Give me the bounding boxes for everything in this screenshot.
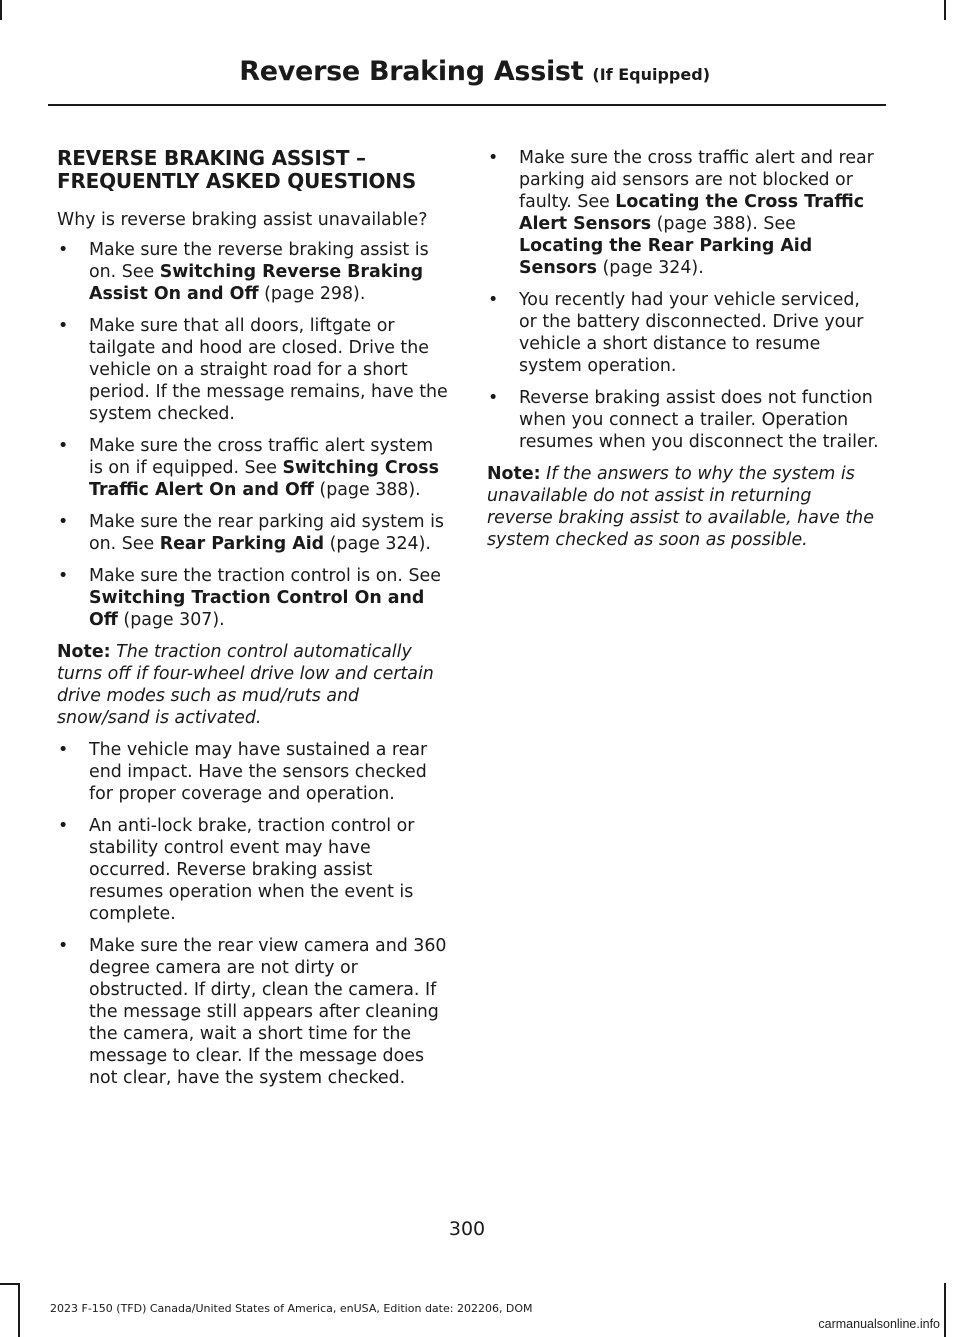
cross-reference-link[interactable]: Locating the Cross Traffic Alert Sensors [519, 192, 865, 234]
note [487, 463, 882, 551]
note-text: The traction control automatically turns off if four-wheel drive low and certain drive modes such as mud/ruts and snow/sand is activated. [57, 642, 434, 728]
note-text: If the answers to why the system is unavailable do not assist in returning reverse braking assist to available, have the system checked as soon as possible. [487, 464, 874, 550]
cross-reference-link[interactable]: Switching Cross Traffic Alert On and Off [89, 458, 439, 500]
page-title-qualifier: (If Equipped) [592, 65, 710, 84]
footer-text: 2023 F-150 (TFD) Canada/United States of America, enUSA, Edition date: 202206, DOM [50, 1302, 533, 1315]
bullet-dot: • [58, 936, 69, 956]
bullet-dot: • [488, 148, 499, 168]
bullet-dot: • [58, 436, 69, 456]
list-item: • Make sure the reverse braking assist is on. See Switching Reverse Braking Assist On and Off (page 298). [58, 240, 429, 304]
cross-reference-link[interactable]: Switching Reverse Braking Assist On and Off [89, 262, 424, 304]
right-column [487, 147, 882, 561]
crop-mark-bottom-left [0, 1283, 20, 1285]
list-item: • The vehicle may have sustained a rear end impact. Have the sensors checked for proper coverage and operation. [58, 740, 428, 804]
note [57, 641, 449, 729]
note-label: Note: [57, 642, 111, 662]
note-label: Note: [487, 464, 541, 484]
bullet-dot: • [488, 388, 499, 408]
page-number: 300 [448, 1218, 486, 1240]
bullet-dot: • [58, 240, 69, 260]
list-item: • Make sure the rear view camera and 360 degree camera are not dirty or obstructed. If dirty, clean the camera. If the message still appears after cleaning the camera, wait a short time for the message to clear. If the message does not clear, have the system checked. [58, 936, 447, 1088]
list-item: • Reverse braking assist does not function when you connect a trailer. Operation resumes when you disconnect the trailer. [488, 388, 879, 452]
crop-mark-top-left [0, 0, 2, 20]
page-title: Reverse Braking Assist (If Equipped) [239, 56, 710, 87]
list-item: • You recently had your vehicle serviced, or the battery disconnected. Drive your vehicle a short distance to resume system operation. [488, 290, 864, 376]
bullet-dot: • [58, 740, 69, 760]
bullet-dot: • [58, 316, 69, 336]
bullet-dot: • [58, 512, 69, 532]
cross-reference-link[interactable]: Rear Parking Aid [159, 534, 325, 554]
left-column [57, 147, 449, 1099]
bullet-list-3 [487, 147, 882, 453]
question-text: Why is reverse braking assist unavailable? [57, 210, 428, 230]
bullet-dot: • [58, 566, 69, 586]
crop-mark-top-right [944, 0, 946, 20]
cross-reference-link[interactable]: Locating the Rear Parking Aid Sensors [519, 236, 813, 278]
bullet-dot: • [488, 290, 499, 310]
watermark: carmanualsonline.info [818, 1317, 940, 1331]
list-item: • Make sure that all doors, liftgate or tailgate and hood are closed. Drive the vehicle on a straight road for a short period. If the message remains, have the system checked. [58, 316, 448, 424]
bullet-dot: • [58, 816, 69, 836]
list-item: • Make sure the traction control is on. See Switching Traction Control On and Off (page 307). [58, 566, 441, 630]
crop-mark-bottom-left-vert [18, 1283, 20, 1337]
header-divider [48, 104, 886, 106]
list-item: • Make sure the cross traffic alert and rear parking aid sensors are not blocked or faulty. See Locating the Cross Traffic Alert Sensors (page 388). See Locating the Rear Parking Aid Sensors (page 324). [488, 148, 874, 278]
cross-reference-link[interactable]: Switching Traction Control On and Off [89, 588, 425, 630]
list-item: • An anti-lock brake, traction control or stability control event may have occurred. Reverse braking assist resumes operation when the event is complete. [58, 816, 415, 924]
list-item: • Make sure the cross traffic alert system is on if equipped. See Switching Cross Traffic Alert On and Off (page 388). [58, 436, 439, 500]
bullet-list-2 [57, 739, 449, 1089]
crop-mark-bottom-right [944, 1283, 946, 1337]
list-item: • Make sure the rear parking aid system is on. See Rear Parking Aid (page 324). [58, 512, 444, 554]
section-heading: REVERSE BRAKING ASSIST – FREQUENTLY ASKED QUESTIONS [57, 146, 417, 193]
bullet-list-1 [57, 239, 449, 631]
